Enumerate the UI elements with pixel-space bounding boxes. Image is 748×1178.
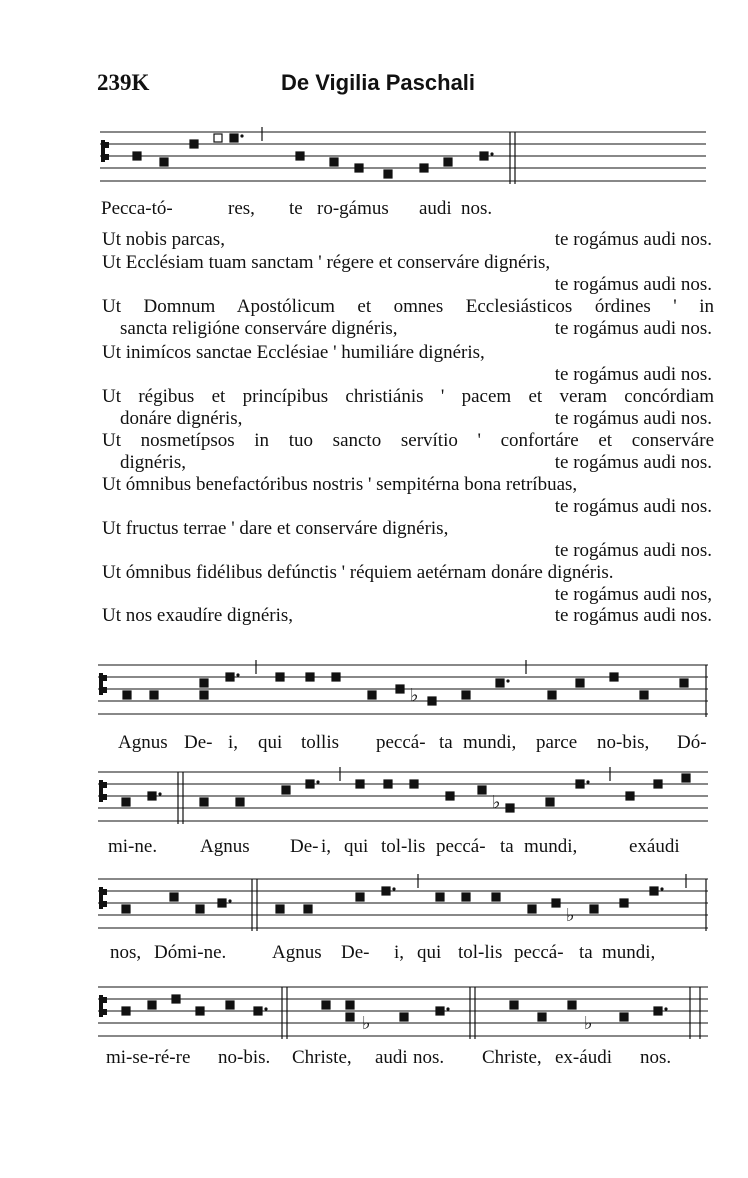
neume-icon	[282, 786, 290, 794]
neume-icon	[620, 1013, 628, 1021]
neume-icon	[226, 673, 234, 681]
mora-dot-icon	[236, 673, 239, 676]
neume-icon	[276, 905, 284, 913]
intro-syllable: ro-gámus	[317, 198, 389, 219]
neume-icon	[332, 673, 340, 681]
lyric-syllable: Christe,	[292, 1047, 352, 1068]
neume-icon	[236, 798, 244, 806]
lyric-syllable: no-bis,	[597, 732, 650, 753]
lyric-syllable: nos.	[640, 1047, 672, 1068]
neume-icon	[200, 798, 208, 806]
neume-icon	[478, 786, 486, 794]
lyric-syllable: qui	[258, 732, 283, 753]
neume-icon	[538, 1013, 546, 1021]
lyric-syllable: ta	[579, 942, 593, 963]
mora-dot-icon	[506, 679, 509, 682]
neume-icon	[546, 798, 554, 806]
clef-icon	[102, 782, 107, 788]
lyric-syllable: Dó-	[677, 732, 707, 753]
litany-line: sancta religióne conserváre dignéris,	[120, 318, 398, 339]
neume-icon	[462, 893, 470, 901]
clef-icon	[102, 794, 107, 800]
clef-icon	[102, 889, 107, 895]
lyric-syllable: nos,	[110, 942, 142, 963]
clef-icon	[102, 901, 107, 907]
litany-line: Ut inimícos sanctae Ecclésiae ' humiliáre dignéris,	[102, 342, 485, 363]
neume-icon	[400, 1013, 408, 1021]
neume-icon	[226, 1001, 234, 1009]
neume-icon	[640, 691, 648, 699]
litany-line: Ut ómnibus fidélibus defúnctis ' réquiem aetérnam donáre dignéris.	[102, 562, 614, 583]
neume-icon	[122, 1007, 130, 1015]
neume-icon	[200, 691, 208, 699]
lyric-syllable: mi-se-ré-re	[106, 1047, 191, 1068]
lyric-syllable: i,	[321, 836, 332, 857]
lyric-syllable: peccá-	[436, 836, 486, 857]
lyric-syllable: ta	[500, 836, 514, 857]
lyric-syllable: qui	[417, 942, 442, 963]
litany-line: Ut Domnum Apostólicum et omnes Ecclesiásticos órdines ' in	[102, 296, 714, 317]
intro-syllable: nos.	[461, 198, 493, 219]
litany-line: Ut nos exaudíre dignéris,	[102, 605, 294, 626]
neume-icon	[304, 905, 312, 913]
mora-dot-icon	[228, 899, 231, 902]
neume-icon	[214, 134, 222, 142]
mora-dot-icon	[264, 1007, 267, 1010]
litany-line: Ut Ecclésiam tuam sanctam ' régere et conserváre dignéris,	[102, 252, 551, 273]
neume-icon	[590, 905, 598, 913]
clef-icon	[102, 1009, 107, 1015]
neume-icon	[480, 152, 488, 160]
neume-icon	[218, 899, 226, 907]
music-staff-agnus-3	[0, 874, 748, 934]
litany-line: dignéris,	[120, 452, 186, 473]
neume-icon	[492, 893, 500, 901]
litany-response: te rogámus audi nos.	[554, 274, 712, 295]
page-title: De Vigilia Paschali	[281, 70, 476, 95]
lyric-syllable: De-	[184, 732, 213, 753]
intro-syllable: Pecca-tó-	[101, 198, 173, 219]
litany-line: Ut régibus et princípibus christiánis ' pacem et veram concórdiam	[102, 386, 714, 407]
lyric-syllable: Agnus	[200, 836, 250, 857]
neume-icon	[496, 679, 504, 687]
lyric-syllable: no-bis.	[218, 1047, 271, 1068]
neume-icon	[462, 691, 470, 699]
lyric-syllable: mundi,	[463, 732, 517, 753]
clef-icon	[102, 687, 107, 693]
flat-icon: ♭	[410, 685, 419, 706]
clef-icon	[102, 675, 107, 681]
neume-icon	[626, 792, 634, 800]
neume-icon	[355, 164, 363, 172]
neume-icon	[610, 673, 618, 681]
neume-icon	[680, 679, 688, 687]
lyric-syllable: Agnus	[118, 732, 168, 753]
neume-icon	[172, 995, 180, 1003]
neume-icon	[436, 1007, 444, 1015]
lyric-syllable: De-	[290, 836, 319, 857]
clef-icon	[104, 154, 109, 160]
lyric-syllable: mundi,	[524, 836, 578, 857]
page-number: 239K	[97, 70, 150, 95]
lyric-syllable: Agnus	[272, 942, 322, 963]
neume-icon	[576, 780, 584, 788]
neume-icon	[382, 887, 390, 895]
intro-syllable: res,	[228, 198, 255, 219]
mora-dot-icon	[316, 780, 319, 783]
lyric-syllable: tol-lis	[381, 836, 426, 857]
neume-icon	[196, 905, 204, 913]
flat-icon: ♭	[584, 1013, 593, 1034]
music-staff-agnus-1	[0, 660, 748, 720]
music-staff-litany	[0, 127, 748, 187]
neume-icon	[384, 780, 392, 788]
neume-icon	[322, 1001, 330, 1009]
lyric-syllable: tol-lis	[458, 942, 503, 963]
clef-icon	[102, 997, 107, 1003]
flat-icon: ♭	[492, 792, 501, 813]
neume-icon	[196, 1007, 204, 1015]
music-staff-agnus-4	[0, 982, 748, 1042]
litany-line: Ut ómnibus benefactóribus nostris ' sempitérna bona retríbuas,	[102, 474, 578, 495]
mora-dot-icon	[240, 134, 243, 137]
lyric-syllable: mi-ne.	[108, 836, 158, 857]
neume-icon	[122, 798, 130, 806]
neume-icon	[420, 164, 428, 172]
intro-syllable: audi	[419, 198, 452, 219]
neume-icon	[296, 152, 304, 160]
neume-icon	[148, 1001, 156, 1009]
lyric-syllable: audi	[375, 1047, 408, 1068]
litany-response: te rogámus audi nos.	[554, 605, 712, 626]
neume-icon	[356, 780, 364, 788]
neume-icon	[160, 158, 168, 166]
neume-icon	[122, 905, 130, 913]
neume-icon	[576, 679, 584, 687]
lyric-syllable: qui	[344, 836, 369, 857]
neume-icon	[356, 893, 364, 901]
lyric-syllable: De-	[341, 942, 370, 963]
lyric-syllable: Christe,	[482, 1047, 542, 1068]
lyric-syllable: peccá-	[376, 732, 426, 753]
neume-icon	[396, 685, 404, 693]
lyric-syllable: Dómi-ne.	[154, 942, 227, 963]
neume-icon	[568, 1001, 576, 1009]
lyric-syllable: peccá-	[514, 942, 564, 963]
flat-icon: ♭	[362, 1013, 371, 1034]
neume-icon	[276, 673, 284, 681]
neume-icon	[548, 691, 556, 699]
mora-dot-icon	[664, 1007, 667, 1010]
neume-icon	[148, 792, 156, 800]
clef-icon	[104, 142, 109, 148]
neume-icon	[444, 158, 452, 166]
lyric-syllable: ta	[439, 732, 453, 753]
neume-icon	[346, 1013, 354, 1021]
litany-line: Ut fructus terrae ' dare et conserváre dignéris,	[102, 518, 449, 539]
mora-dot-icon	[660, 887, 663, 890]
neume-icon	[410, 780, 418, 788]
lyric-syllable: i,	[228, 732, 239, 753]
neume-icon	[200, 679, 208, 687]
litany-response: te rogámus audi nos.	[554, 496, 712, 517]
mora-dot-icon	[158, 792, 161, 795]
litany-response: te rogámus audi nos.	[554, 452, 712, 473]
neume-icon	[384, 170, 392, 178]
neume-icon	[650, 887, 658, 895]
litany-line: donáre dignéris,	[120, 408, 243, 429]
intro-syllable: te	[289, 198, 303, 219]
music-staff-agnus-2	[0, 767, 748, 827]
litany-line: Ut nosmetípsos in tuo sancto servítio ' confortáre et conserváre	[102, 430, 714, 451]
mora-dot-icon	[490, 152, 493, 155]
litany-response: te rogámus audi nos.	[554, 364, 712, 385]
lyric-syllable: ex-áudi	[555, 1047, 612, 1068]
litany-response: te rogámus audi nos.	[554, 229, 712, 250]
litany-line: Ut nobis parcas,	[102, 229, 225, 250]
neume-icon	[654, 1007, 662, 1015]
flat-icon: ♭	[566, 905, 575, 926]
litany-response: te rogámus audi nos,	[554, 584, 712, 605]
lyric-syllable: tollis	[301, 732, 340, 753]
neume-icon	[306, 780, 314, 788]
mora-dot-icon	[392, 887, 395, 890]
neume-icon	[123, 691, 131, 699]
lyric-syllable: parce	[536, 732, 578, 753]
neume-icon	[150, 691, 158, 699]
litany-response: te rogámus audi nos.	[554, 408, 712, 429]
neume-icon	[133, 152, 141, 160]
neume-icon	[330, 158, 338, 166]
lyric-syllable: exáudi	[629, 836, 680, 857]
mora-dot-icon	[446, 1007, 449, 1010]
neume-icon	[254, 1007, 262, 1015]
neume-icon	[306, 673, 314, 681]
neume-icon	[436, 893, 444, 901]
neume-icon	[428, 697, 436, 705]
neume-icon	[346, 1001, 354, 1009]
neume-icon	[682, 774, 690, 782]
neume-icon	[170, 893, 178, 901]
lyric-syllable: i,	[394, 942, 405, 963]
neume-icon	[368, 691, 376, 699]
lyric-syllable: nos.	[413, 1047, 445, 1068]
neume-icon	[190, 140, 198, 148]
lyric-syllable: mundi,	[602, 942, 656, 963]
neume-icon	[654, 780, 662, 788]
neume-icon	[230, 134, 238, 142]
neume-icon	[620, 899, 628, 907]
neume-icon	[506, 804, 514, 812]
neume-icon	[446, 792, 454, 800]
neume-icon	[528, 905, 536, 913]
neume-icon	[552, 899, 560, 907]
neume-icon	[510, 1001, 518, 1009]
litany-response: te rogámus audi nos.	[554, 318, 712, 339]
mora-dot-icon	[586, 780, 589, 783]
litany-response: te rogámus audi nos.	[554, 540, 712, 561]
